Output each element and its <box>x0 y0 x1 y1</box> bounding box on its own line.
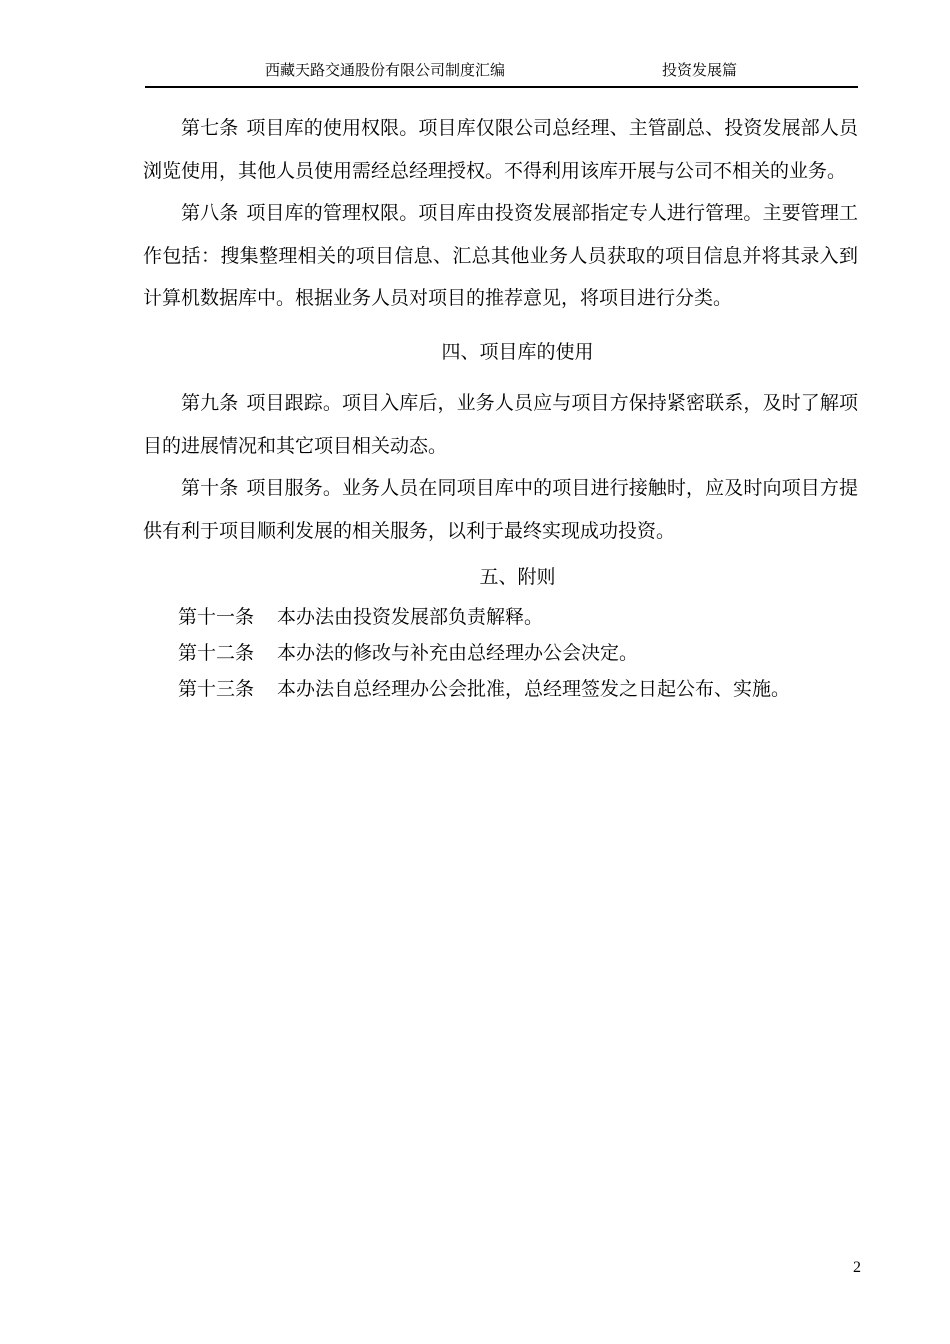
article-8-label: 第八条 <box>181 203 239 224</box>
paragraph-article-8 <box>143 193 858 321</box>
article-12-text: 本办法的修改与补充由总经理办公会决定。 <box>277 642 639 664</box>
article-13-label: 第十三条 <box>178 678 255 700</box>
header-section-title: 投资发展篇 <box>661 63 737 79</box>
section-heading-supplementary: 五、附则 <box>479 567 556 588</box>
section-heading-library-use: 四、项目库的使用 <box>441 341 594 363</box>
paragraph-article-9 <box>143 383 858 468</box>
article-11-label: 第十一条 <box>178 606 255 628</box>
paragraph-article-10 <box>143 468 858 553</box>
header-company-title: 西藏天路交通股份有限公司制度汇编 <box>265 63 506 79</box>
article-9-text: 项目跟踪。项目入库后，业务人员应与项目方保持紧密联系，及时了解项目的进展情况和其它项目相关动态。 <box>143 393 858 457</box>
article-10-label: 第十条 <box>181 478 239 499</box>
article-7-label: 第七条 <box>181 118 239 139</box>
clause-article-12 <box>143 636 858 672</box>
article-8-text: 项目库的管理权限。项目库由投资发展部指定专人进行管理。主要管理工作包括：搜集整理相关的项目信息、汇总其他业务人员获取的项目信息并将其录入到计算机数据库中。根据业务人员对项目的推荐意见，将项目进行分类。 <box>143 203 858 309</box>
article-9-label: 第九条 <box>181 393 239 414</box>
article-10-text: 项目服务。业务人员在同项目库中的项目进行接触时，应及时向项目方提供有利于项目顺利发展的相关服务，以利于最终实现成功投资。 <box>143 478 858 542</box>
document-body <box>143 108 858 708</box>
article-12-label: 第十二条 <box>178 642 255 664</box>
article-7-text: 项目库的使用权限。项目库仅限公司总经理、主管副总、投资发展部人员浏览使用，其他人员使用需经总经理授权。不得利用该库开展与公司不相关的业务。 <box>143 118 858 182</box>
clause-article-13 <box>143 672 858 708</box>
paragraph-article-7 <box>143 108 858 193</box>
clause-article-11 <box>143 600 858 636</box>
page-number: 2 <box>853 1259 861 1276</box>
article-13-text: 本办法自总经理办公会批准，总经理签发之日起公布、实施。 <box>277 678 791 700</box>
article-11-text: 本办法由投资发展部负责解释。 <box>277 606 544 628</box>
page-header <box>145 61 858 88</box>
